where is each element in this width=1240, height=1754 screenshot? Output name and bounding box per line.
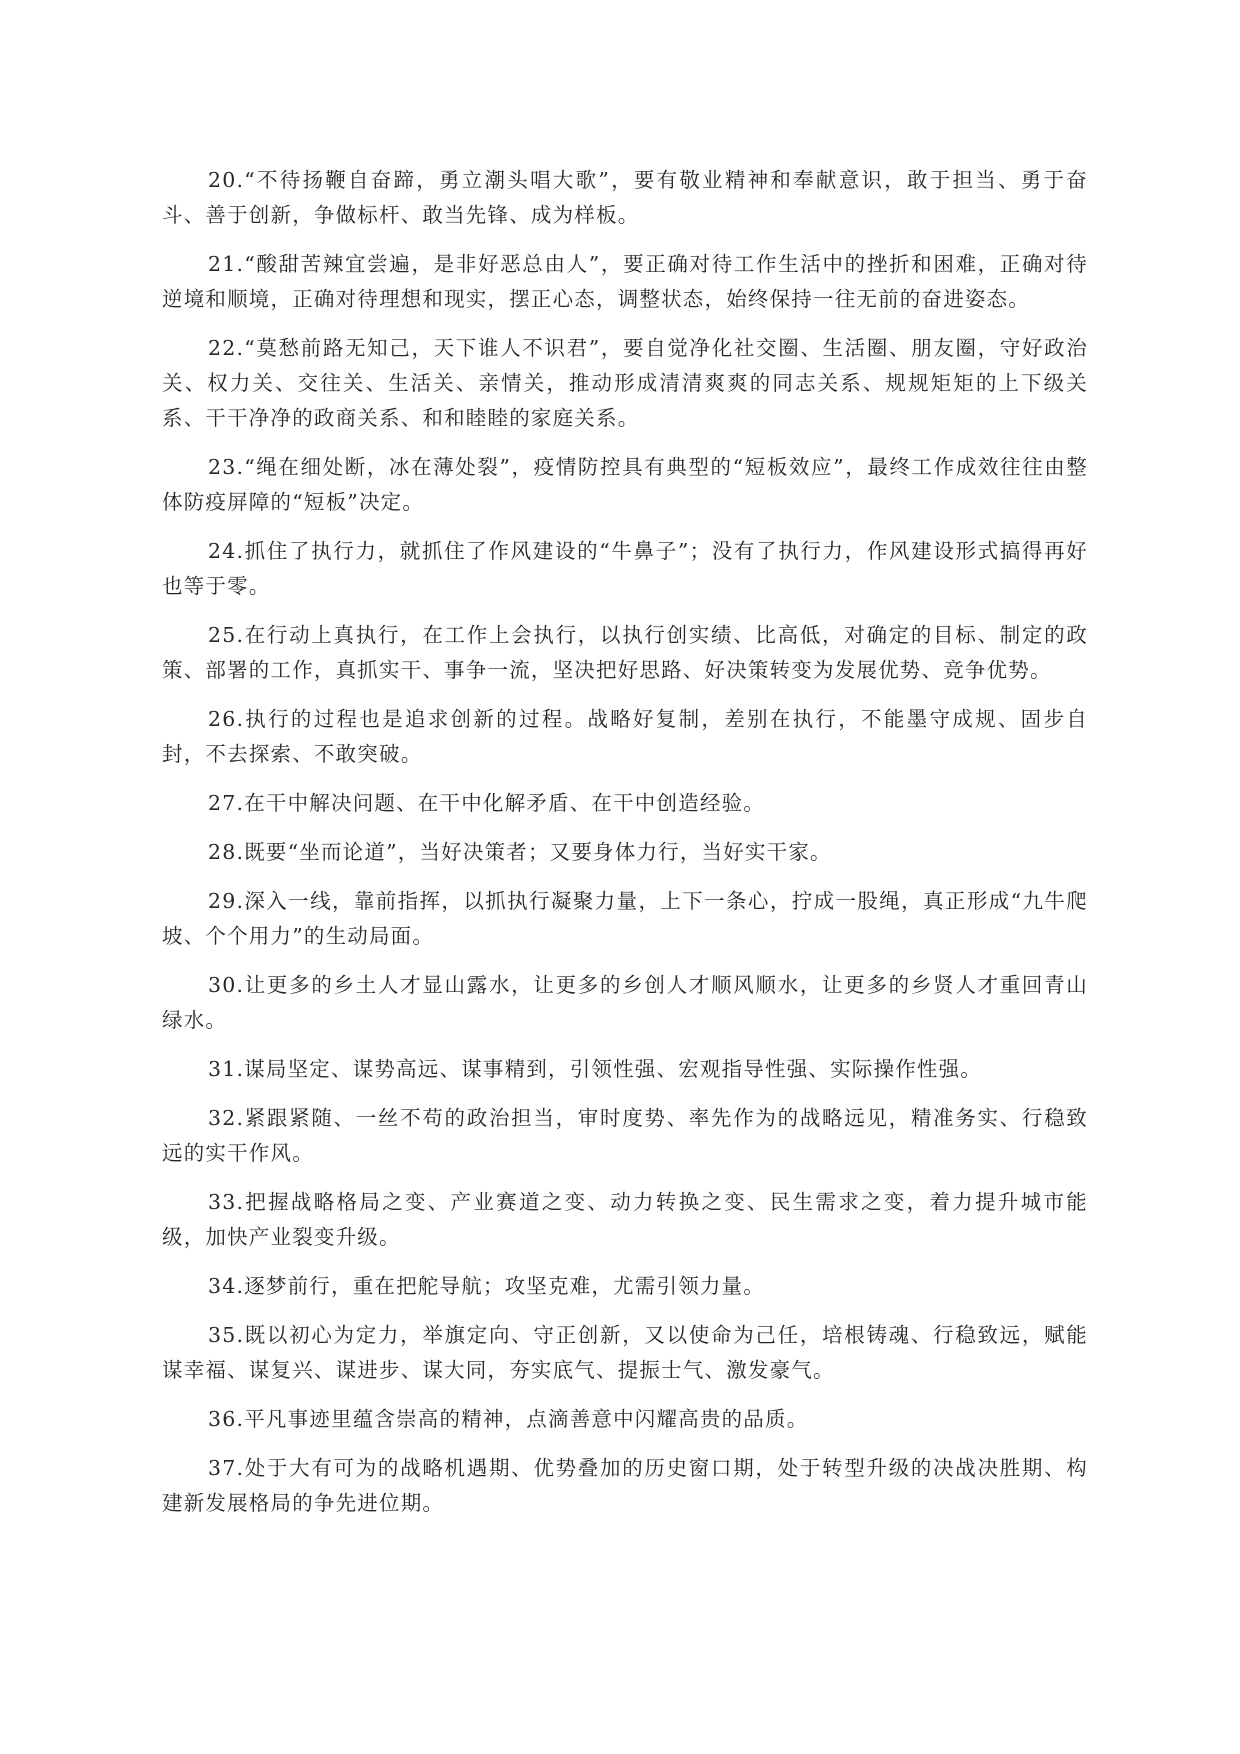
list-item-24: 24.抓住了执行力，就抓住了作风建设的“牛鼻子”；没有了执行力，作风建设形式搞得再好也等于零。: [162, 539, 1088, 598]
list-item-31: 31.谋局坚定、谋势高远、谋事精到，引领性强、宏观指导性强、实际操作性强。: [208, 1057, 982, 1081]
list-item-23: 23.“绳在细处断，冰在薄处裂”，疫情防控具有典型的“短板效应”，最终工作成效往往由整体防疫屏障的“短板”决定。: [162, 455, 1088, 514]
list-item-32: 32.紧跟紧随、一丝不苟的政治担当，审时度势、率先作为的战略远见，精准务实、行稳致远的实干作风。: [162, 1106, 1088, 1165]
list-item-36: 36.平凡事迹里蕴含崇高的精神，点滴善意中闪耀高贵的品质。: [208, 1407, 809, 1431]
list-item-27: 27.在干中解决问题、在干中化解矛盾、在干中创造经验。: [208, 791, 766, 815]
list-item-33: 33.把握战略格局之变、产业赛道之变、动力转换之变、民生需求之变，着力提升城市能级，加快产业裂变升级。: [162, 1190, 1088, 1249]
list-item-21: 21.“酸甜苦辣宜尝遍，是非好恶总由人”，要正确对待工作生活中的挫折和困难，正确对待逆境和顺境，正确对待理想和现实，摆正心态，调整状态，始终保持一往无前的奋进姿态。: [162, 252, 1088, 311]
list-item-20: 20.“不待扬鞭自奋蹄，勇立潮头唱大歌”，要有敬业精神和奉献意识，敢于担当、勇于奋斗、善于创新，争做标杆、敢当先锋、成为样板。: [162, 168, 1088, 227]
list-item-26: 26.执行的过程也是追求创新的过程。战略好复制，差别在执行，不能墨守成规、固步自封，不去探索、不敢突破。: [162, 707, 1088, 766]
list-item-34: 34.逐梦前行，重在把舵导航；攻坚克难，尤需引领力量。: [208, 1274, 766, 1298]
list-item-30: 30.让更多的乡土人才显山露水，让更多的乡创人才顺风顺水，让更多的乡贤人才重回青山绿水。: [162, 973, 1088, 1032]
list-item-22: 22.“莫愁前路无知己，天下谁人不识君”，要自觉净化社交圈、生活圈、朋友圈，守好政治关、权力关、交往关、生活关、亲情关，推动形成清清爽爽的同志关系、规规矩矩的上下级关系、干干净净的政商关系、和和睦睦的家庭关系。: [162, 336, 1088, 430]
list-item-28: 28.既要“坐而论道”，当好决策者；又要身体力行，当好实干家。: [208, 840, 832, 864]
list-item-29: 29.深入一线，靠前指挥，以抓执行凝聚力量，上下一条心，拧成一股绳，真正形成“九牛爬坡、个个用力”的生动局面。: [162, 889, 1088, 948]
list-item-25: 25.在行动上真执行，在工作上会执行，以执行创实绩、比高低，对确定的目标、制定的政策、部署的工作，真抓实干、事争一流，坚决把好思路、好决策转变为发展优势、竞争优势。: [162, 623, 1088, 682]
list-item-37: 37.处于大有可为的战略机遇期、优势叠加的历史窗口期，处于转型升级的决战决胜期、构建新发展格局的争先进位期。: [162, 1456, 1088, 1515]
list-item-35: 35.既以初心为定力，举旗定向、守正创新，又以使命为己任，培根铸魂、行稳致远，赋能谋幸福、谋复兴、谋进步、谋大同，夯实底气、提振士气、激发豪气。: [162, 1323, 1088, 1382]
